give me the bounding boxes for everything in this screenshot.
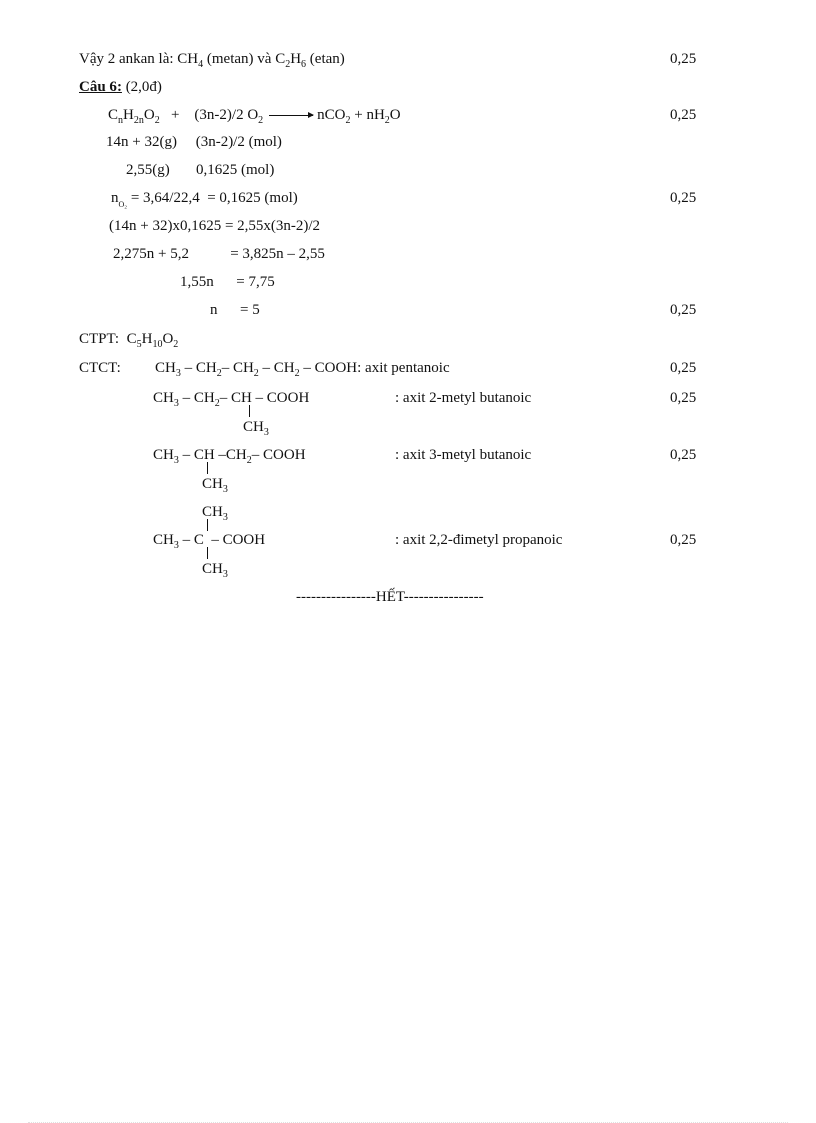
subscript: 2n: [133, 115, 144, 126]
question-label: Câu 6: [79, 79, 117, 95]
compound-name: axit pentanoic: [361, 360, 450, 376]
subscript: 2: [285, 59, 291, 70]
subscript: 3: [222, 569, 228, 580]
subscript: 3: [263, 427, 269, 438]
score: 0,25: [670, 447, 697, 463]
subscript: 10: [152, 339, 163, 350]
methyl-branch: [243, 418, 269, 436]
text: + nH: [350, 107, 385, 123]
structure-pentanoic: [155, 359, 450, 377]
text: – C – COOH: [178, 532, 266, 548]
structure-dimethylpropanoic: [153, 531, 265, 549]
text: H: [141, 331, 153, 347]
text: (metan) và C: [203, 51, 286, 67]
stoich-line: 2,55(g) 0,1625 (mol): [126, 162, 275, 178]
score: 0,25: [670, 51, 697, 67]
text: H: [290, 51, 302, 67]
subscript: 2: [253, 368, 259, 379]
end-marker: ----------------HẾT----------------: [296, 589, 484, 605]
score: 0,25: [670, 360, 697, 376]
text: – CH: [180, 360, 217, 376]
structural-formula-label: CTCT:: [79, 360, 121, 376]
subscript: 6: [301, 59, 307, 70]
structure-3-methylbutanoic: [153, 446, 306, 464]
text: CH: [202, 476, 223, 492]
text: – CH: [258, 360, 295, 376]
subscript: 2: [258, 115, 264, 126]
compound-name: : axit 2-metyl butanoic: [395, 390, 532, 406]
text: – CH: [178, 390, 215, 406]
text: O: [389, 107, 401, 123]
text: CH: [153, 390, 174, 406]
subscript: 2: [384, 115, 390, 126]
conclusion-line: [79, 50, 345, 68]
subscript: 3: [173, 540, 179, 551]
text: (etan): [306, 51, 345, 67]
bond-line: [207, 547, 208, 559]
molecular-formula-line: [79, 330, 178, 348]
text: – CH – COOH: [219, 390, 310, 406]
subscript: 4: [198, 59, 204, 70]
score: 0,25: [670, 302, 697, 318]
subscript: 2: [345, 115, 351, 126]
stoich-line: 14n + 32(g) (3n-2)/2 (mol): [106, 134, 282, 150]
equation-line: 1,55n = 7,75: [180, 274, 275, 290]
structure-2-methylbutanoic: [153, 389, 309, 407]
bond-line: [249, 405, 250, 417]
subscript: 3: [222, 512, 228, 523]
text: nCO: [317, 107, 346, 123]
reaction-equation: [108, 106, 401, 124]
text: – COOH:: [299, 360, 362, 376]
methyl-branch-top: [202, 503, 228, 521]
bond-line: [207, 462, 208, 474]
text: CH: [153, 447, 174, 463]
methyl-branch: [202, 475, 228, 493]
subscript: 3: [175, 368, 181, 379]
text: C: [108, 107, 119, 123]
methyl-branch-bottom: [202, 560, 228, 578]
subscript: 3: [173, 455, 179, 466]
question-points: (2,0đ): [121, 79, 162, 95]
text: + (3n-2)/2 O: [159, 107, 259, 123]
equation-line: (14n + 32)x0,1625 = 2,55x(3n-2)/2: [109, 218, 321, 234]
text: – CH: [221, 360, 254, 376]
equation-line: n = 5: [210, 302, 260, 318]
subscript: O₂: [118, 200, 128, 209]
text: Vậy 2 ankan là: CH: [79, 51, 199, 67]
text: O: [143, 107, 155, 123]
subscript: 5: [136, 339, 142, 350]
text: CH: [202, 561, 223, 577]
text: – COOH: [251, 447, 306, 463]
subscript: 2: [154, 115, 160, 126]
subscript: n: [118, 115, 124, 126]
text: CH: [153, 532, 174, 548]
subscript: 2: [173, 339, 179, 350]
subscript: 2: [216, 368, 222, 379]
text: O: [162, 331, 174, 347]
question-colon: :: [116, 79, 122, 95]
text: – CH –CH: [178, 447, 247, 463]
text: CH: [243, 419, 264, 435]
compound-name: : axit 2,2-đimetyl propanoic: [395, 532, 563, 548]
subscript: 3: [222, 484, 228, 495]
score: 0,25: [670, 190, 697, 206]
text: H: [123, 107, 134, 123]
score: 0,25: [670, 107, 697, 123]
text: n: [111, 190, 119, 206]
equation-line: 2,275n + 5,2 = 3,825n – 2,55: [113, 246, 325, 262]
subscript: 2: [246, 455, 252, 466]
compound-name: : axit 3-metyl butanoic: [395, 447, 532, 463]
subscript: 3: [173, 398, 179, 409]
score: 0,25: [670, 390, 697, 406]
text: = 3,64/22,4 = 0,1625 (mol): [127, 190, 298, 206]
text: CTPT: C: [79, 331, 137, 347]
text: CH: [202, 504, 223, 520]
subscript: 2: [214, 398, 220, 409]
score: 0,25: [670, 532, 697, 548]
moles-oxygen-line: [111, 189, 298, 207]
question-heading: [79, 78, 162, 96]
subscript: 2: [294, 368, 300, 379]
bond-line: [207, 519, 208, 531]
text: CH: [155, 360, 176, 376]
reaction-arrow-icon: [269, 115, 313, 116]
